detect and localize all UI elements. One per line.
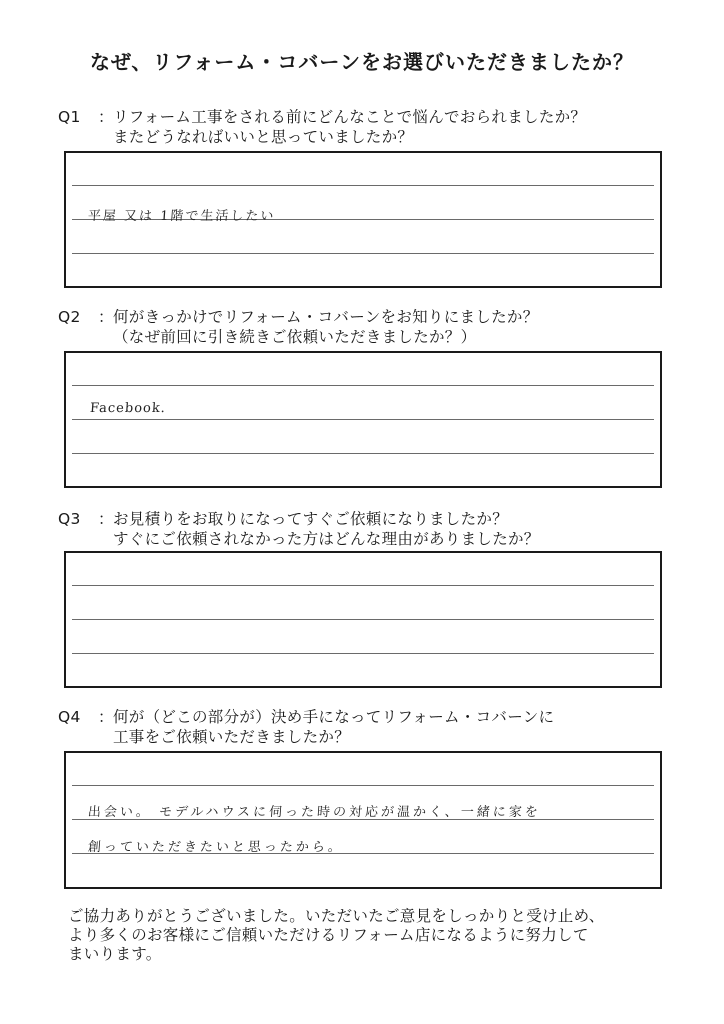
question-number: Q2	[58, 308, 81, 326]
question-text	[113, 707, 554, 747]
page-title: なぜ、リフォーム・コバーンをお選びいただきましたか？	[90, 50, 634, 74]
question-colon: ：	[98, 108, 114, 126]
answer-line	[72, 253, 654, 254]
question-line: （なぜ前回に引き続きご依頼いただきましたか？）	[113, 328, 477, 346]
question-colon: ：	[98, 708, 114, 726]
question-number: Q1	[58, 108, 81, 126]
question-number: Q4	[58, 708, 81, 726]
answer-box-2[interactable]	[64, 351, 662, 488]
closing-message	[68, 907, 605, 964]
closing-line: まいります。	[68, 945, 162, 963]
question-text	[113, 107, 586, 147]
question-line: お見積りをお取りになってすぐご依頼になりましたか？	[113, 510, 509, 528]
answer-line	[72, 419, 654, 420]
handwritten-answer: 平屋 又は 1階で生活したい	[87, 209, 276, 224]
question-line: 何が（どこの部分が）決め手になってリフォーム・コバーンに	[113, 708, 555, 726]
question-line: 工事をご依頼いただきましたか？	[113, 728, 351, 746]
question-text	[113, 509, 540, 549]
question-colon: ：	[98, 510, 114, 528]
question-number: Q3	[58, 510, 81, 528]
answer-line	[72, 653, 654, 654]
answer-line	[72, 185, 654, 186]
question-line: すぐにご依頼されなかった方はどんな理由がありましたか？	[113, 530, 540, 548]
answer-line	[72, 585, 654, 586]
handwritten-answer: Facebook.	[89, 401, 167, 416]
answer-box-4[interactable]	[64, 751, 662, 889]
question-line: リフォーム工事をされる前にどんなことで悩んでおられましたか？	[113, 108, 587, 126]
question-line: 何がきっかけでリフォーム・コバーンをお知りにましたか？	[113, 308, 539, 326]
question-text	[113, 307, 539, 347]
question-line: またどうなればいいと思っていましたか？	[113, 128, 414, 146]
answer-line	[72, 385, 654, 386]
answer-line	[72, 619, 654, 620]
handwritten-answer: 創っていただきたいと思ったから。	[87, 840, 345, 855]
closing-line: ご協力ありがとうございました。いただいたご意見をしっかりと受け止め、	[68, 907, 605, 925]
answer-line	[72, 453, 654, 454]
closing-line: より多くのお客様にご信頼いただけるリフォーム店になるように努力して	[68, 926, 589, 944]
handwritten-answer: 出会い。 モデルハウスに伺った時の対応が温かく、一緒に家を	[87, 805, 542, 820]
question-colon: ：	[98, 308, 114, 326]
answer-box-3[interactable]	[64, 551, 662, 688]
answer-box-1[interactable]	[64, 151, 662, 288]
answer-line	[72, 785, 654, 786]
